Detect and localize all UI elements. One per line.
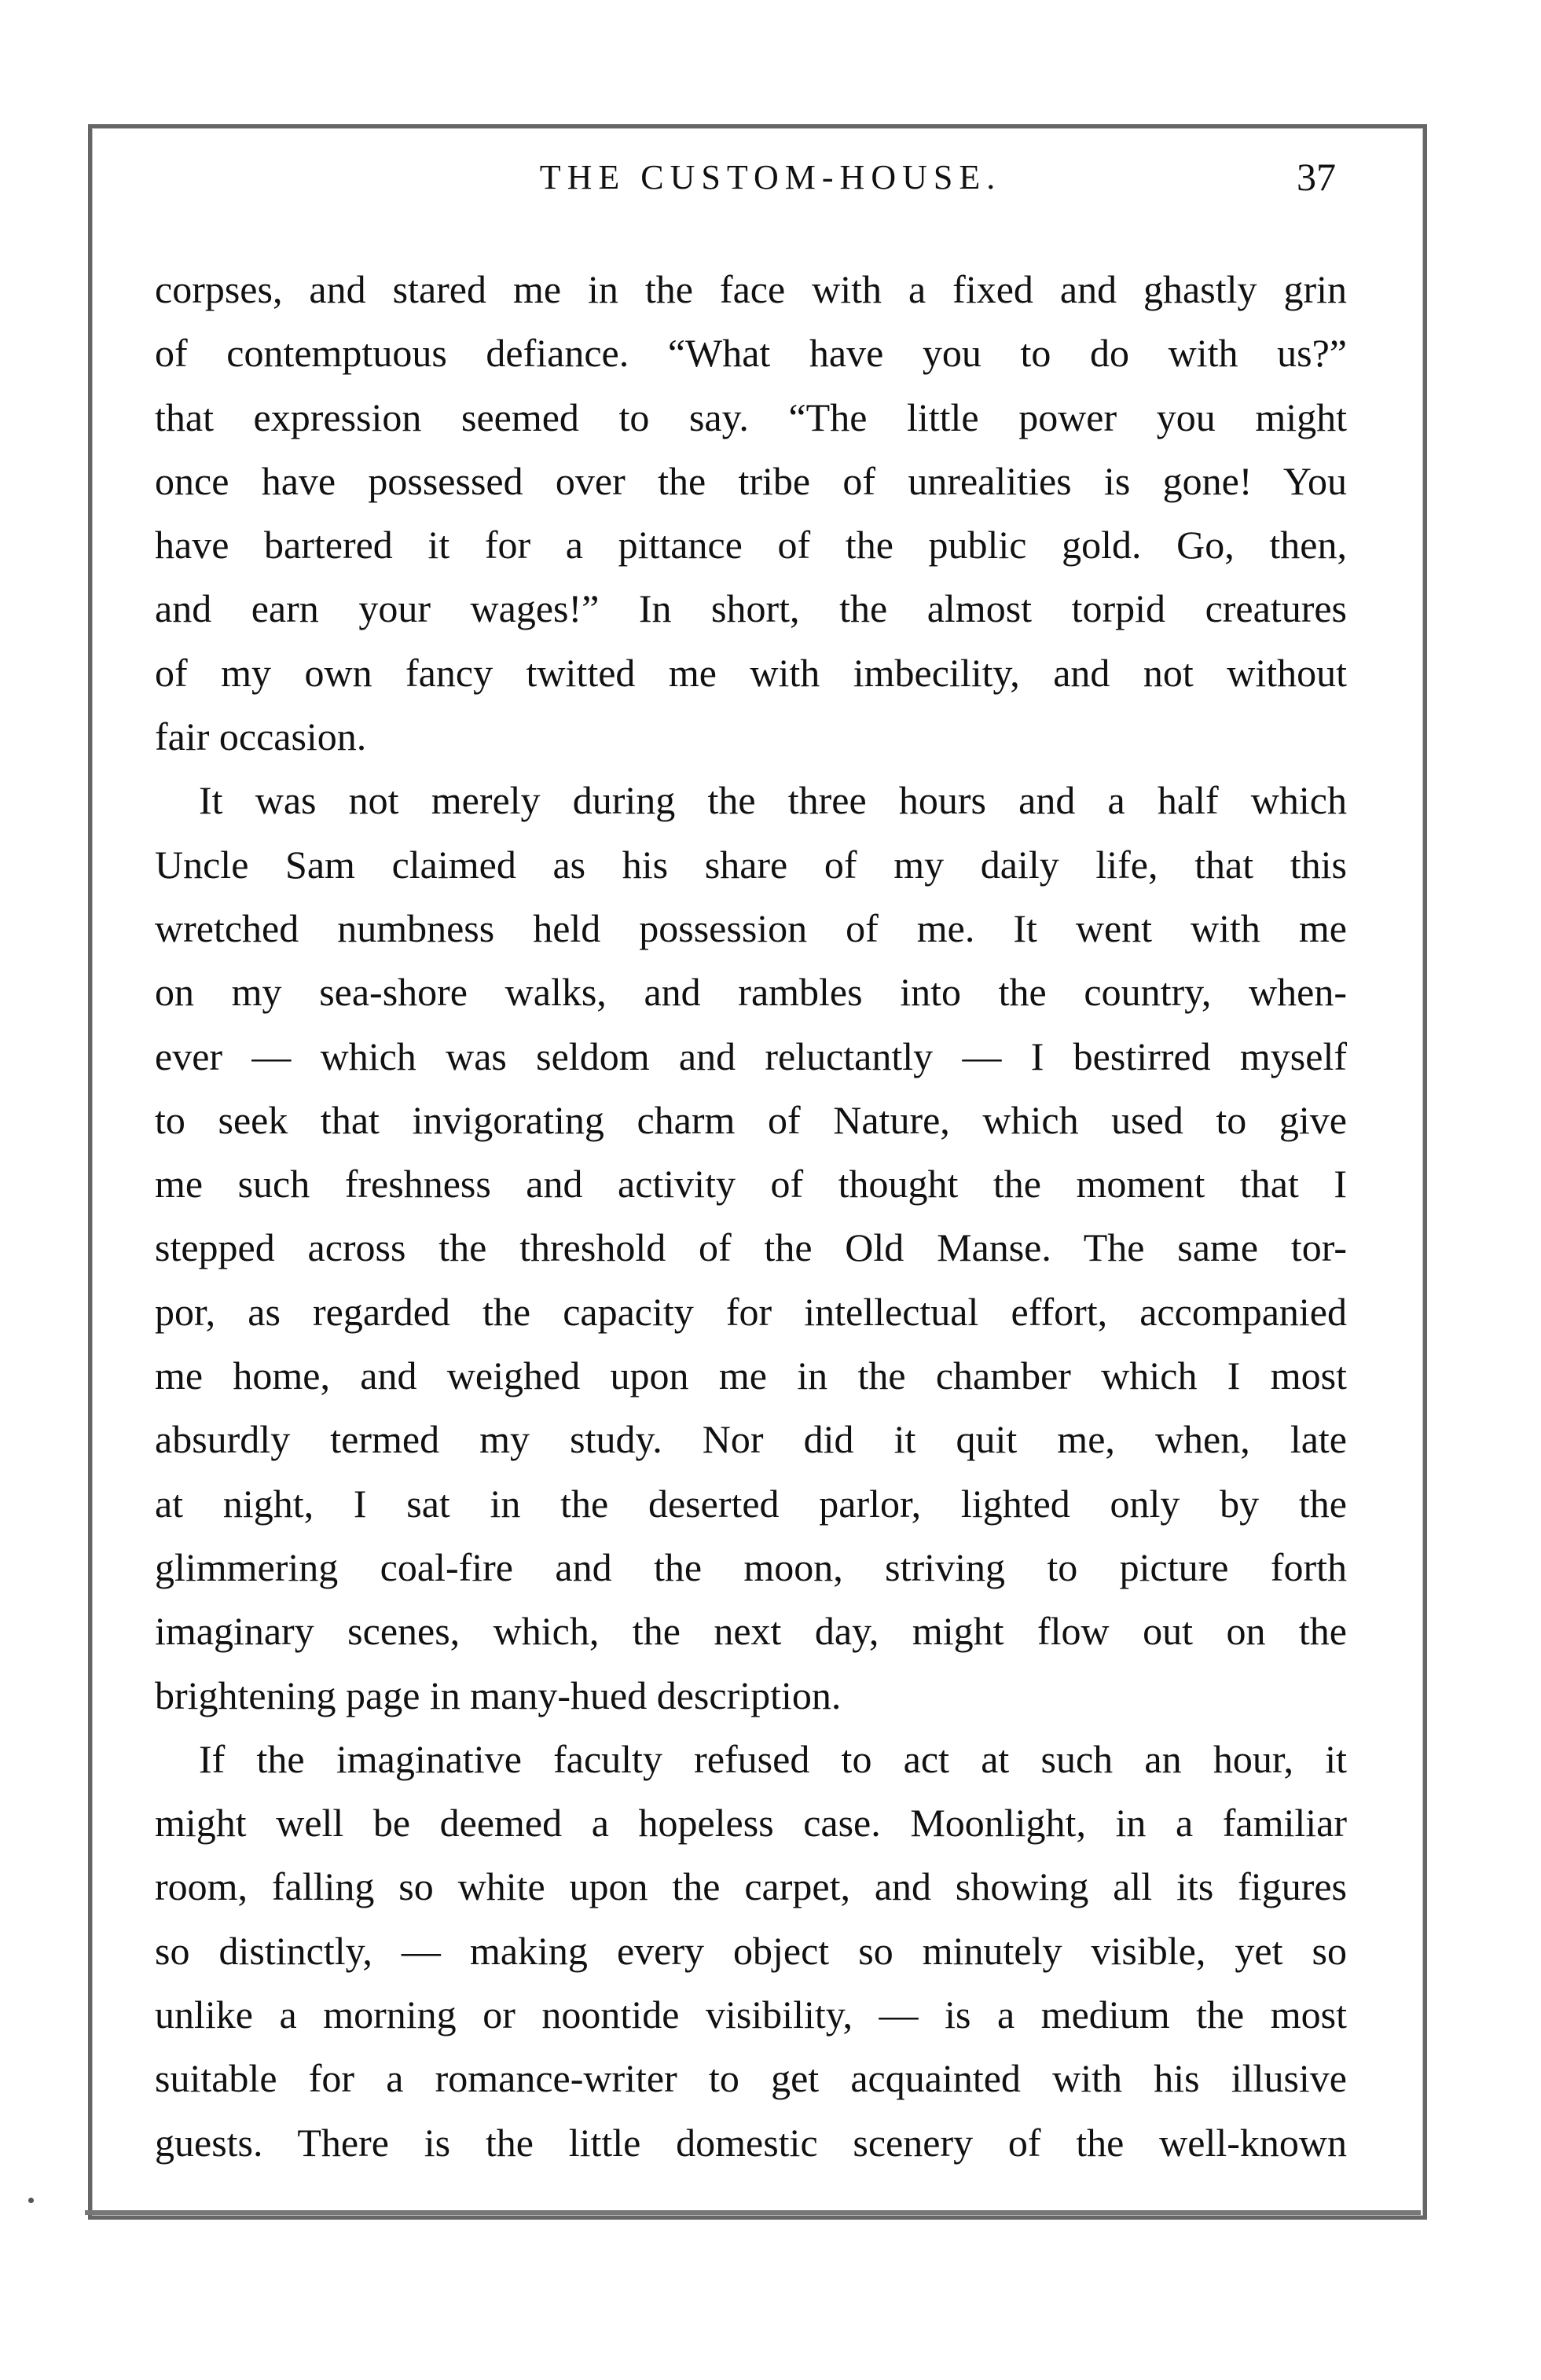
text-line: corpses, and stared me in the face with a fixed and ghastly grin bbox=[155, 267, 1347, 311]
text-line: fair occasion. bbox=[155, 714, 367, 759]
text-line: at night, I sat in the deserted parlor, lighted only by the bbox=[155, 1481, 1347, 1526]
text-line: imaginary scenes, which, the next day, might flow out on the bbox=[155, 1609, 1347, 1654]
text-line: ever — which was seldom and reluctantly — I bestirred myself bbox=[155, 1034, 1347, 1078]
text-line: to seek that invigorating charm of Nature, which used to give bbox=[155, 1097, 1347, 1142]
text-line: me home, and weighed upon me in the chamber which I most bbox=[155, 1353, 1347, 1398]
text-line: absurdly termed my study. Nor did it quit me, when, late bbox=[155, 1417, 1347, 1462]
text-line: have bartered it for a pittance of the public gold. Go, then, bbox=[155, 523, 1347, 567]
text-line: on my sea-shore walks, and rambles into the country, when- bbox=[155, 970, 1347, 1015]
paragraph bbox=[155, 258, 1347, 769]
text-line: glimmering coal-fire and the moon, striving to picture forth bbox=[155, 1544, 1347, 1589]
text-line: Uncle Sam claimed as his share of my daily life, that this bbox=[155, 842, 1347, 887]
paragraph bbox=[155, 1728, 1347, 2175]
text-line: wretched numbness held possession of me. It went with me bbox=[155, 905, 1347, 950]
text-line: unlike a morning or noontide visibility, — is a medium the most bbox=[155, 1993, 1347, 2037]
text-line: If the imaginative faculty refused to act at such an hour, it bbox=[199, 1736, 1347, 1781]
text-line: room, falling so white upon the carpet, and showing all its figures bbox=[155, 1864, 1347, 1909]
text-line: stepped across the threshold of the Old Manse. The same tor- bbox=[155, 1225, 1347, 1270]
body-text bbox=[155, 258, 1347, 2175]
text-line: guests. There is the little domestic scenery of the well-known bbox=[155, 2120, 1347, 2165]
text-line: that expression seemed to say. “The little power you might bbox=[155, 395, 1347, 439]
text-line: of my own fancy twitted me with imbecility, and not without bbox=[155, 650, 1347, 695]
page-number: 37 bbox=[1297, 155, 1336, 199]
text-line: suitable for a romance-writer to get acquainted with his illusive bbox=[155, 2056, 1347, 2101]
text-line: por, as regarded the capacity for intellectual effort, accompanied bbox=[155, 1289, 1347, 1334]
paragraph bbox=[155, 769, 1347, 1727]
text-line: might well be deemed a hopeless case. Moonlight, in a familiar bbox=[155, 1801, 1347, 1846]
text-line: once have possessed over the tribe of unrealities is gone! You bbox=[155, 458, 1347, 503]
text-line: brightening page in many-hued description. bbox=[155, 1673, 842, 1717]
text-line: of contemptuous defiance. “What have you to do with us?” bbox=[155, 331, 1347, 376]
text-line: and earn your wages!” In short, the almost torpid creatures bbox=[155, 586, 1347, 631]
running-title: THE CUSTOM-HOUSE. bbox=[539, 158, 1002, 196]
page-border-bottom bbox=[85, 2210, 1421, 2215]
text-line: so distinctly, — making every object so minutely visible, yet so bbox=[155, 1928, 1347, 1973]
text-line: It was not merely during the three hours and a half which bbox=[199, 778, 1347, 823]
text-line: me such freshness and activity of thought the moment that I bbox=[155, 1162, 1347, 1207]
margin-speck bbox=[28, 2198, 34, 2203]
